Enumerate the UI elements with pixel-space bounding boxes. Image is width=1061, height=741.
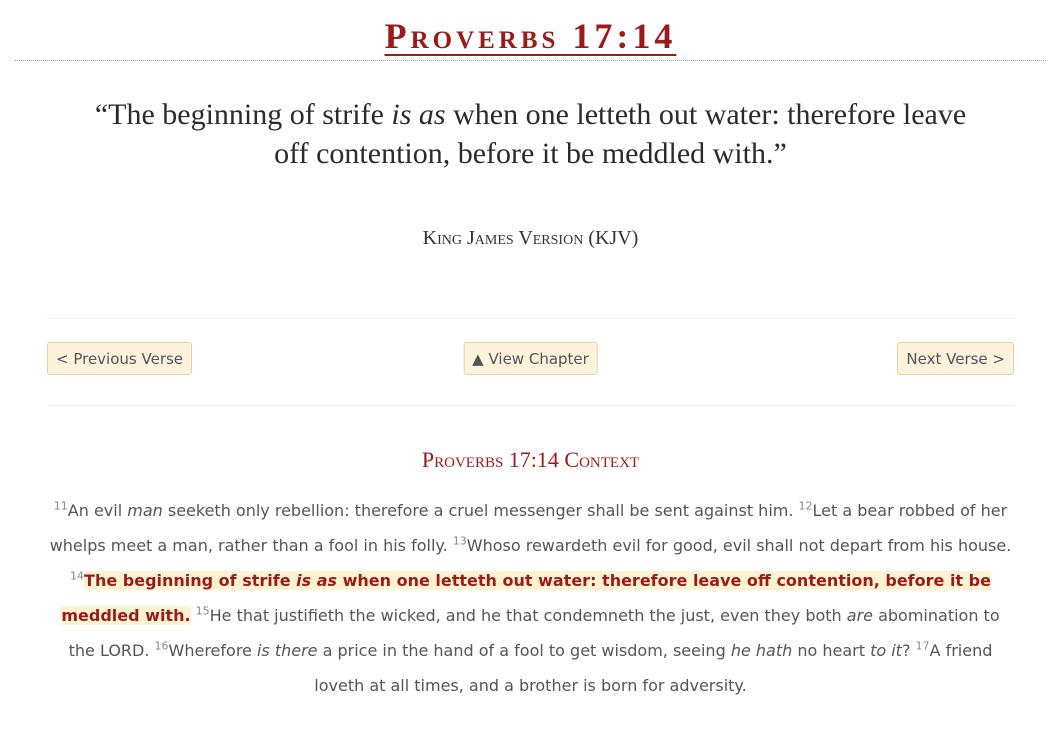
verse-text: An evil bbox=[67, 501, 128, 520]
verse-text: abomination to the LORD. bbox=[68, 606, 1000, 660]
previous-verse-button[interactable]: < Previous Verse bbox=[47, 342, 192, 375]
verse-text-part: The beginning of strife bbox=[108, 98, 392, 131]
verse-text: a price in the hand of a fool to get wisdom, seeing bbox=[317, 641, 731, 660]
verse-number: 16 bbox=[154, 639, 169, 653]
verse-text: Whoso rewardeth evil for good, evil shall not depart from his house. bbox=[466, 536, 1012, 555]
verse-text: ? bbox=[901, 641, 916, 660]
verse-text-italic: is as bbox=[391, 98, 446, 131]
verse-number: 17 bbox=[915, 639, 930, 653]
verse-text: Wherefore bbox=[168, 641, 257, 660]
verse-text: He that justifieth the wicked, and he that condemneth the just, even they both bbox=[209, 606, 847, 625]
context-passage bbox=[47, 493, 1014, 703]
verse-number: 13 bbox=[452, 534, 467, 548]
close-quote: ” bbox=[773, 137, 787, 170]
verse-number: 15 bbox=[195, 604, 210, 618]
page-title: Proverbs 17:14 bbox=[384, 16, 677, 56]
verse-navigation bbox=[47, 318, 1014, 406]
title-divider bbox=[15, 60, 1046, 61]
verse-text-part: when one letteth out water: therefore leave off contention, before it be meddled with. bbox=[274, 98, 967, 170]
verse-quote bbox=[80, 95, 981, 173]
open-quote: “ bbox=[94, 98, 109, 131]
verse-number: 11 bbox=[53, 499, 68, 513]
next-verse-button[interactable]: Next Verse > bbox=[897, 342, 1014, 375]
verse-text-italic: he hath bbox=[730, 641, 793, 660]
verse-text-italic: are bbox=[846, 606, 873, 625]
view-chapter-button[interactable]: ▲ View Chapter bbox=[463, 342, 598, 375]
verse-text: The beginning of strife bbox=[84, 571, 297, 590]
context-title: Proverbs 17:14 Context bbox=[421, 447, 640, 472]
verse-text: A friend loveth at all times, and a brother is born for adversity. bbox=[314, 641, 993, 695]
verse-number: 14 bbox=[70, 569, 85, 583]
verse-text-italic: man bbox=[127, 501, 163, 520]
verse-text: when one letteth out water: therefore leave off contention, before it be meddled with. bbox=[61, 571, 991, 625]
verse-text-italic: is as bbox=[296, 571, 338, 590]
verse-text-italic: to it bbox=[870, 641, 902, 660]
version-label: King James Version (KJV) bbox=[422, 227, 639, 249]
verse-text-italic: is there bbox=[256, 641, 318, 660]
verse-number: 12 bbox=[798, 499, 813, 513]
verse-text: no heart bbox=[792, 641, 871, 660]
verse-text: Let a bear robbed of her whelps meet a man, rather than a fool in his folly. bbox=[49, 501, 1008, 555]
verse-text: seeketh only rebellion: therefore a cruel messenger shall be sent against him. bbox=[162, 501, 799, 520]
